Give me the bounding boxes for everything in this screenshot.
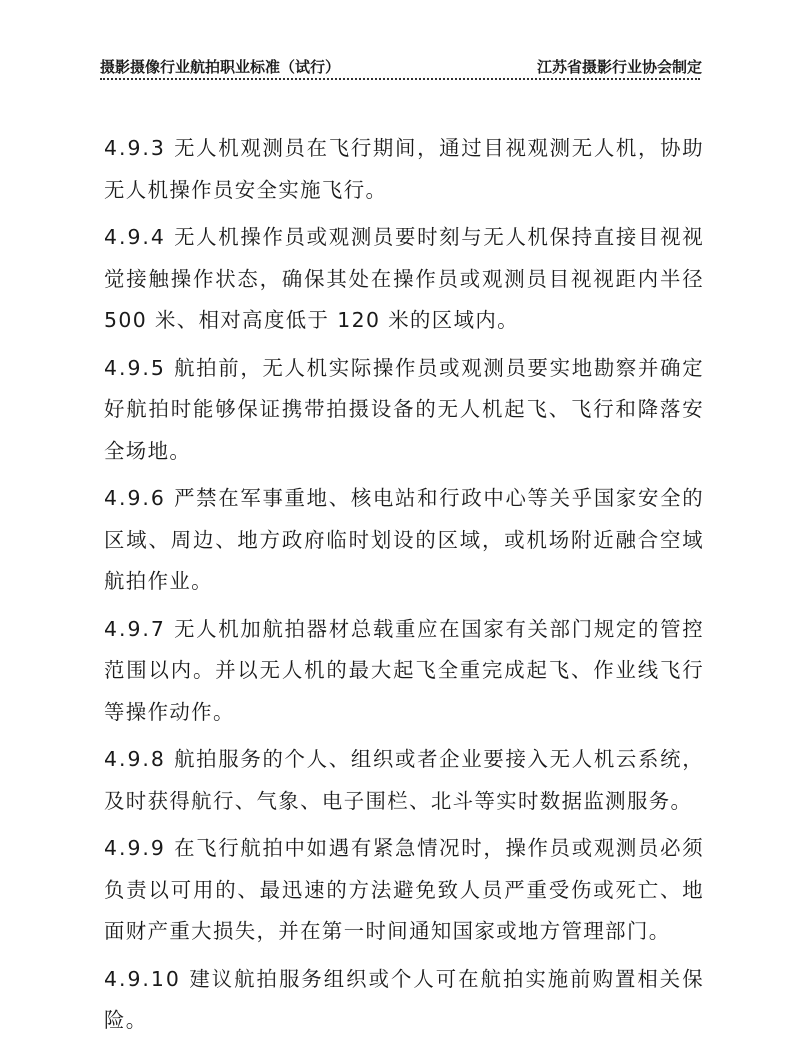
clause-4-9-5 [104,348,704,473]
clause-4-9-4 [104,217,704,342]
page-header [100,56,710,78]
clause-4-9-3 [104,128,704,211]
clause-number: 4.9.5 [104,355,166,380]
clause-text: 航拍服务的个人、组织或者企业要接入无人机云系统，及时获得航行、气象、电子围栏、北斗等实时数据监测服务。 [104,747,704,813]
clause-text: 建议航拍服务组织或个人可在航拍实施前购置相关保险。 [104,966,704,1032]
clause-number: 4.9.8 [104,747,166,771]
clause-number: 4.9.3 [104,136,166,160]
clause-4-9-7 [104,609,704,734]
clause-text: 无人机操作员或观测员要时刻与无人机保持直接目视视觉接触操作状态，确保其处在操作员或观测员目视视距内半径 500 米、相对高度低于 120 米的区域内。 [104,225,704,332]
clause-4-9-9 [104,828,704,953]
clause-number: 4.9.6 [104,486,166,510]
clause-text: 航拍前，无人机实际操作员或观测员要实地勘察并确定好航拍时能够保证携带拍摄设备的无人机起飞、飞行和降落安全场地。 [104,355,704,463]
clause-text: 在飞行航拍中如遇有紧急情况时，操作员或观测员必须负责以可用的、最迅速的方法避免致人员严重受伤或死亡、地面财产重大损失，并在第一时间通知国家或地方管理部门。 [104,836,704,943]
document-body [104,128,704,1048]
header-standard-title: 摄影摄像行业航拍职业标准（试行） [100,58,341,76]
header-issuer: 江苏省摄影行业协会制定 [536,58,702,76]
clause-number: 4.9.10 [104,966,181,991]
clause-number: 4.9.7 [104,616,166,641]
clause-text: 无人机加航拍器材总载重应在国家有关部门规定的管控范围以内。并以无人机的最大起飞全重完成起飞、作业线飞行等操作动作。 [104,616,704,724]
clause-4-9-6 [104,478,704,603]
clause-text: 严禁在军事重地、核电站和行政中心等关乎国家安全的区域、周边、地方政府临时划设的区域，或机场附近融合空域航拍作业。 [104,486,704,593]
clause-4-9-10 [104,959,704,1042]
clause-4-9-8 [104,739,704,822]
clause-number: 4.9.9 [104,836,166,860]
clause-number: 4.9.4 [104,225,166,249]
header-divider [100,78,700,80]
clause-text: 无人机观测员在飞行期间，通过目视观测无人机，协助无人机操作员安全实施飞行。 [104,136,704,202]
